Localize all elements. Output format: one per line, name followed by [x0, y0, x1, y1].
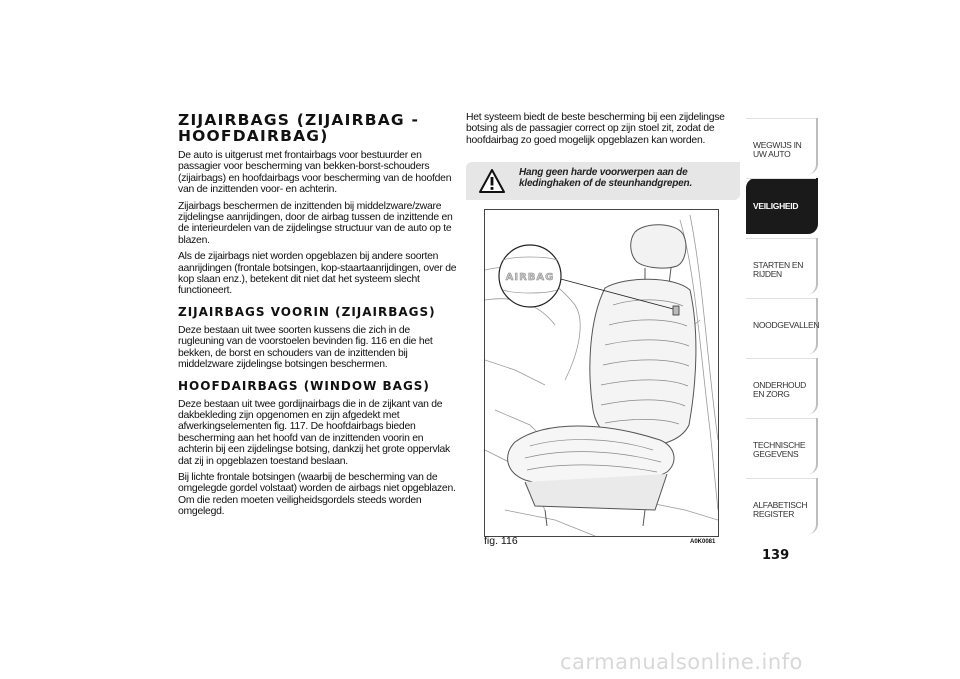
figure-caption: fig. 116 — [484, 535, 518, 547]
paragraph-side-airbags-protect: Zijairbags beschermen de inzittenden bij middelzware/zware zijdelingse aanrijdingen, door de airbag tussen de inzittende en de interieurdelen van de zijdelingse structuur van de auto op te blazen. — [178, 200, 453, 246]
section-heading-window-bags: HOOFDAIRBAGS (WINDOW BAGS) — [178, 378, 430, 393]
tab-label: TECHNISCHE GEGEVENS — [753, 440, 806, 459]
tab-onderhoud-en-zorg[interactable] — [746, 358, 818, 414]
seat-illustration — [485, 210, 718, 536]
tab-starten-en-rijden[interactable] — [746, 238, 818, 294]
section-heading-side-airbags: ZIJAIRBAGS (ZIJAIRBAG - HOOFDAIRBAG) — [178, 111, 420, 145]
tab-label: WEGWIJS IN UW AUTO — [753, 140, 802, 159]
paragraph-system-best-protection: Het systeem biedt de beste bescherming bij een zijdelingse botsing als de passagier correct op zijn stoel zit, zodat de hoofdairbag zo goed mogelijk opgeblazen kan worden. — [466, 112, 725, 146]
figure-code: A0K0081 — [690, 539, 716, 545]
tab-label: ONDERHOUD EN ZORG — [753, 380, 807, 399]
tab-label: NOODGEVALLEN — [753, 320, 820, 330]
tab-veiligheid[interactable] — [746, 178, 818, 234]
section-heading-front-side-airbags: ZIJAIRBAGS VOORIN (ZIJAIRBAGS) — [178, 304, 436, 319]
paragraph-intro: De auto is uitgerust met frontairbags voor bestuurder en passagier voor bescherming van bekken-borst-schouders (zijairbags) en hoofdairbags voor bescherming van de hoofden van de inzittenden voor- en achterin. — [178, 150, 452, 196]
left-column — [178, 112, 458, 523]
tab-technische-gegevens[interactable] — [746, 418, 818, 474]
warning-box — [466, 162, 740, 200]
tab-label: VEILIGHEID — [753, 201, 799, 211]
tab-wegwijs[interactable] — [746, 118, 818, 174]
page-number: 139 — [762, 548, 790, 563]
paragraph-window-bags: Deze bestaan uit twee gordijnairbags die in de zijkant van de dakbekleding zijn opgenomen en zijn afgedekt met afwerkingselementen fig. 117. De hoofdairbags bieden bescherming aan het hoofd van de inzittenden voorin en achterin bij een zijdelingse botsing, dankzij het grote oppervlak dat zij in opgeblazen toestand beslaan. — [178, 398, 450, 467]
warning-triangle-icon — [479, 169, 505, 193]
figure-seat-airbag — [484, 209, 719, 537]
paragraph-light-collisions: Bij lichte frontale botsingen (waarbij de bescherming van de omgelegde gordel volstaat) worden de airbags niet opgeblazen. Om die reden moeten veiligheidsgordels steeds worden omgelegd. — [178, 471, 456, 518]
right-column — [466, 112, 738, 200]
tab-alfabetisch-register[interactable] — [746, 478, 818, 534]
tab-noodgevallen[interactable] — [746, 298, 818, 354]
warning-text: Hang geen harde voorwerpen aan de kledinghaken of de steunhandgrepen. — [519, 167, 693, 190]
tab-label: STARTEN EN RIJDEN — [753, 260, 804, 279]
tab-label: ALFABETISCH REGISTER — [753, 500, 808, 519]
airbag-callout-label: AIRBAG — [505, 272, 555, 283]
watermark: carmanualsonline.info — [560, 650, 803, 674]
paragraph-not-deployed: Als de zijairbags niet worden opgeblazen bij andere soorten aanrijdingen (frontale botsingen, kop-staartaanrijdingen, over de kop slaan enz.), betekent dit niet dat het systeem slecht functioneert. — [178, 251, 457, 297]
chapter-tabs — [746, 118, 818, 538]
paragraph-front-side-airbags: Deze bestaan uit twee soorten kussens die zich in de rugleuning van de voorstoelen bevinden fig. 116 en die het bekken, de borst en schouders van de inzittenden bij middelzware zijdelingse botsingen beschermen. — [178, 324, 433, 371]
